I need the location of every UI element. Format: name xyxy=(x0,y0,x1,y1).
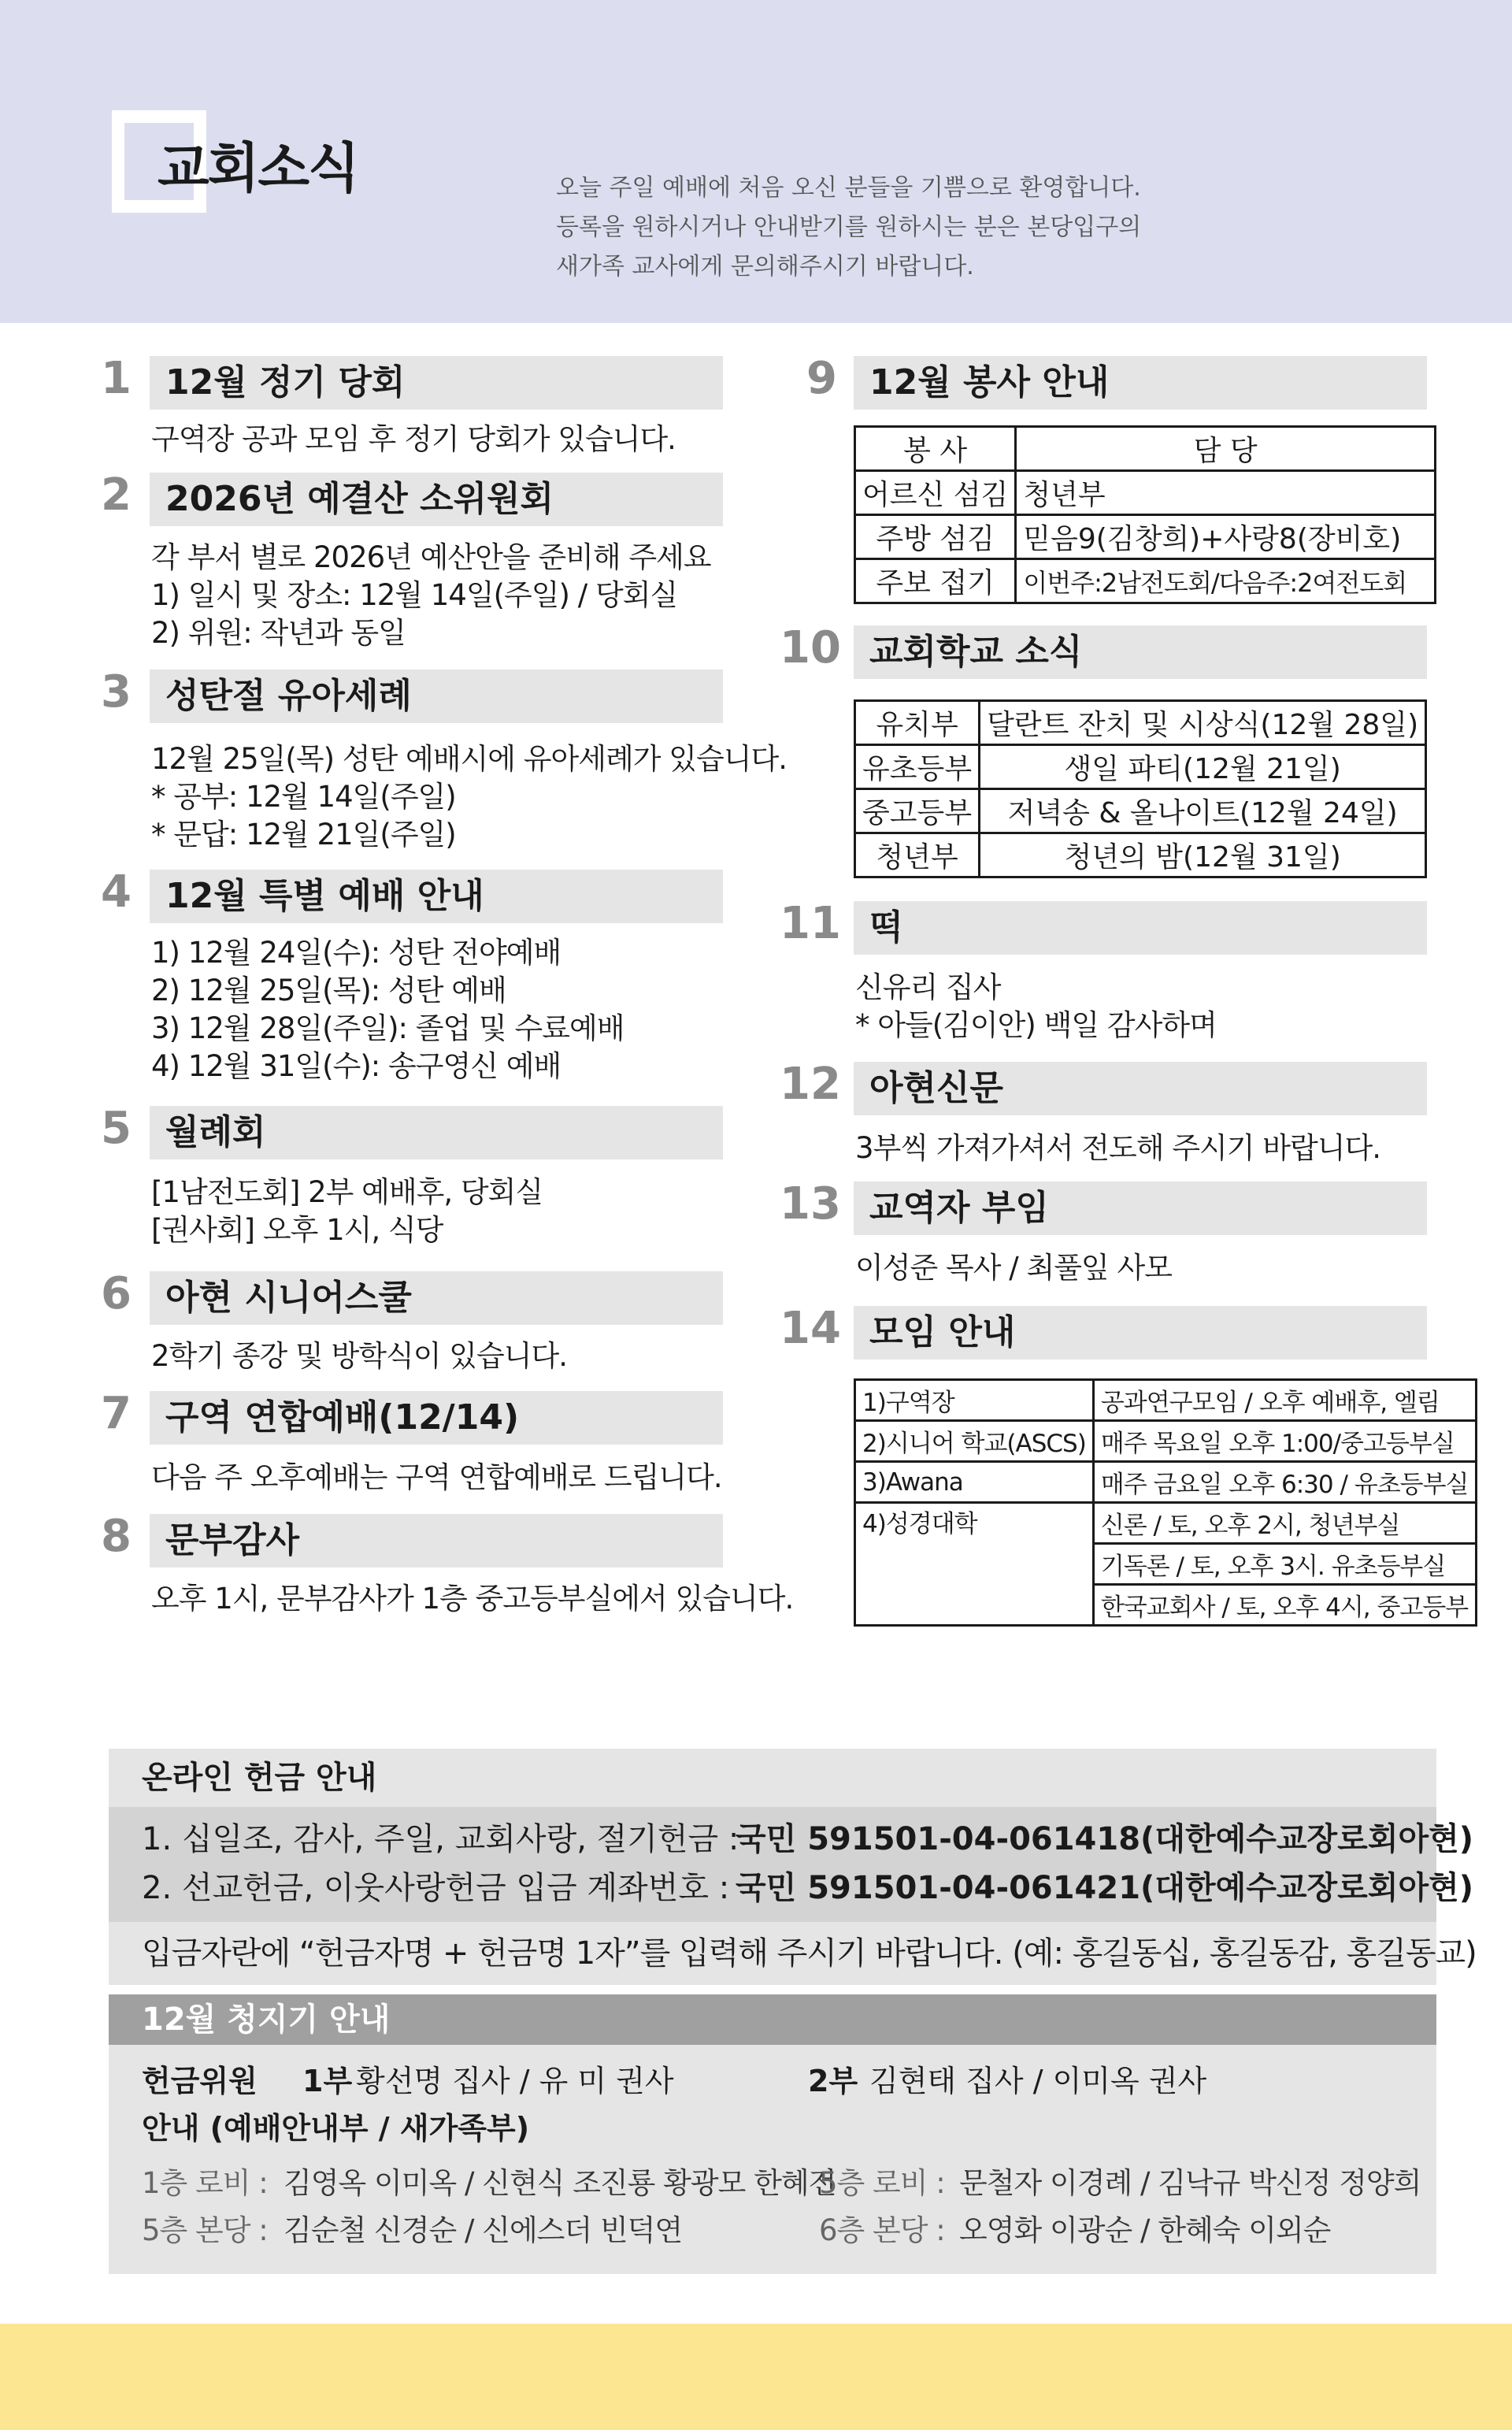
item-body xyxy=(151,421,676,458)
account-label: 2. 선교헌금, 이웃사랑헌금 입금 계좌번호 : xyxy=(142,1870,730,1906)
item-line: 구역장 공과 모임 후 정기 당회가 있습니다. xyxy=(151,422,676,456)
item-number: 8 xyxy=(101,1511,132,1562)
deposit-note: 입금자란에 “헌금자명 + 헌금명 1자”를 입력해 주시기 바랍니다. (예: 홍길동십, 홍길동감, 홍길동교) xyxy=(109,1922,1436,1985)
item-number: 7 xyxy=(101,1388,132,1439)
welcome-line: 등록을 원하시거나 안내받기를 원하시는 분은 본당입구의 xyxy=(556,213,1142,241)
item-number: 12 xyxy=(780,1059,841,1110)
item-line: [1남전도회] 2부 예배후, 당회실 xyxy=(151,1175,543,1209)
table-row xyxy=(855,515,1436,559)
item-line: 다음 주 오후예배는 구역 연합예배로 드립니다. xyxy=(151,1460,722,1494)
lobby1-names: 김영옥 이미옥 / 신현식 조진룡 황광모 한혜전 xyxy=(284,2166,836,2200)
item-title: 떡 xyxy=(854,901,1427,955)
steward-section xyxy=(109,1994,1436,2274)
item-line: * 공부: 12월 14일(주일) xyxy=(151,780,456,814)
item-line: 12월 25일(목) 성탄 예배시에 유아세례가 있습니다. xyxy=(151,742,787,776)
table-cell: 저녁송 & 올나이트(12월 24일) xyxy=(980,789,1426,833)
item-body xyxy=(151,1459,722,1497)
table-cell: 주보 접기 xyxy=(855,559,1016,603)
table-cell: 한국교회사 / 토, 오후 4시, 중고등부 xyxy=(1093,1585,1476,1626)
table-cell: 청년부 xyxy=(1016,471,1436,515)
table-row xyxy=(855,1503,1477,1544)
table-cell: 어르신 섬김 xyxy=(855,471,1016,515)
item-title: 12월 정기 당회 xyxy=(150,356,723,410)
item-number: 4 xyxy=(101,866,132,918)
table-header: 봉 사 xyxy=(855,427,1016,471)
table-cell: 신론 / 토, 오후 2시, 청년부실 xyxy=(1093,1503,1476,1544)
item-title: 12월 특별 예배 안내 xyxy=(150,870,723,923)
item-title: 성탄절 유아세례 xyxy=(150,670,723,723)
main6-label: 6층 본당 : xyxy=(819,2213,945,2247)
item-line: 1) 12월 24일(수): 성탄 전야예배 xyxy=(151,936,561,970)
table-row xyxy=(855,1421,1477,1462)
item-title: 교회학교 소식 xyxy=(854,625,1427,679)
item-line: 4) 12월 31일(수): 송구영신 예배 xyxy=(151,1049,561,1083)
table-cell: 유치부 xyxy=(855,701,980,745)
item-title: 아현신문 xyxy=(854,1062,1427,1115)
main6-names: 오영화 이광순 / 한혜숙 이외순 xyxy=(959,2213,1331,2247)
service-table xyxy=(854,425,1436,604)
school-table xyxy=(854,699,1427,878)
lobby5-names: 문철자 이경례 / 김낙규 박신정 정양희 xyxy=(959,2166,1421,2200)
table-row xyxy=(855,833,1426,877)
part2-names: 김현태 집사 / 이미옥 권사 xyxy=(869,2064,1207,2098)
item-title: 12월 봉사 안내 xyxy=(854,356,1427,410)
offering-committee-label: 헌금위원 xyxy=(142,2064,258,2098)
table-cell: 중고등부 xyxy=(855,789,980,833)
steward-title: 12월 청지기 안내 xyxy=(109,1994,1436,2045)
item-body xyxy=(151,934,624,1085)
item-title: 교역자 부임 xyxy=(854,1182,1427,1235)
item-line: [권사회] 오후 1시, 식당 xyxy=(151,1213,443,1247)
item-number: 13 xyxy=(780,1178,841,1230)
table-row xyxy=(855,745,1426,789)
main5-names: 김순철 신경순 / 신에스더 빈덕연 xyxy=(284,2213,683,2247)
item-line: * 아들(김이안) 백일 감사하며 xyxy=(855,1008,1217,1042)
account-number: 국민 591501-04-061418(대한예수교장로회아현) xyxy=(736,1821,1474,1857)
table-header: 담 당 xyxy=(1016,427,1436,471)
item-body xyxy=(855,1130,1380,1167)
header-banner xyxy=(0,0,1512,323)
lobby5-label: 5층 로비 : xyxy=(819,2166,945,2200)
welcome-line: 새가족 교사에게 문의해주시기 바랍니다. xyxy=(556,253,974,280)
guide-label: 안내 (예배안내부 / 새가족부) xyxy=(142,2111,530,2146)
table-row xyxy=(855,1462,1477,1503)
table-cell: 3)Awana xyxy=(855,1462,1094,1503)
account-number: 국민 591501-04-061421(대한예수교장로회아현) xyxy=(736,1870,1474,1906)
table-cell: 믿음9(김창희)+사랑8(장비호) xyxy=(1016,515,1436,559)
item-title: 모임 안내 xyxy=(854,1306,1427,1360)
footer-band xyxy=(0,2324,1512,2430)
main5-label: 5층 본당 : xyxy=(142,2213,268,2247)
table-row xyxy=(855,789,1426,833)
table-row xyxy=(855,1380,1477,1421)
online-offering-title: 온라인 헌금 안내 xyxy=(109,1749,1436,1807)
item-line: 오후 1시, 문부감사가 1층 중고등부실에서 있습니다. xyxy=(151,1582,794,1616)
table-cell: 청년부 xyxy=(855,833,980,877)
item-number: 3 xyxy=(101,666,132,718)
table-cell: 4)성경대학 xyxy=(855,1503,1094,1626)
welcome-message xyxy=(556,169,1141,287)
item-body xyxy=(855,969,1217,1044)
table-cell: 이번주:2남전도회/다음주:2여전도회 xyxy=(1016,559,1436,603)
item-body xyxy=(855,1249,1172,1287)
item-body xyxy=(151,1174,543,1249)
item-number: 2 xyxy=(101,469,132,521)
online-offering-section xyxy=(109,1749,1477,1985)
part1-names: 황선명 집사 / 유 미 권사 xyxy=(356,2064,674,2098)
table-cell: 유초등부 xyxy=(855,745,980,789)
item-title: 월례회 xyxy=(150,1106,723,1159)
item-number: 11 xyxy=(780,898,841,949)
item-title: 문부감사 xyxy=(150,1514,723,1567)
welcome-line: 오늘 주일 예배에 처음 오신 분들을 기쁨으로 환영합니다. xyxy=(556,174,1141,202)
item-line: * 문답: 12월 21일(주일) xyxy=(151,818,456,851)
page-title: 교회소식 xyxy=(158,138,358,200)
table-cell: 청년의 밤(12월 31일) xyxy=(980,833,1426,877)
item-title: 구역 연합예배(12/14) xyxy=(150,1391,723,1445)
item-title: 2026년 예결산 소위원회 xyxy=(150,473,723,526)
table-cell: 달란트 잔치 및 시상식(12월 28일) xyxy=(980,701,1426,745)
table-cell: 2)시니어 학교(ASCS) xyxy=(855,1421,1094,1462)
item-number: 9 xyxy=(806,353,837,404)
item-line: 이성준 목사 / 최풀잎 사모 xyxy=(855,1251,1172,1285)
item-title: 아현 시니어스쿨 xyxy=(150,1271,723,1325)
item-number: 10 xyxy=(780,622,841,673)
item-line: 3부씩 가져가셔서 전도해 주시기 바랍니다. xyxy=(855,1131,1380,1165)
account-label: 1. 십일조, 감사, 주일, 교회사랑, 절기헌금 : xyxy=(142,1821,739,1857)
table-cell: 공과연구모임 / 오후 예배후, 엘림 xyxy=(1093,1380,1476,1421)
item-line: 2학기 종강 및 방학식이 있습니다. xyxy=(151,1339,567,1373)
item-body xyxy=(151,740,787,854)
part2-label: 2부 xyxy=(808,2064,858,2098)
meeting-table xyxy=(854,1378,1477,1627)
item-number: 1 xyxy=(101,353,132,404)
part1-label: 1부 xyxy=(302,2064,353,2098)
table-row xyxy=(855,559,1436,603)
online-offering-accounts xyxy=(109,1807,1474,1922)
item-line: 신유리 집사 xyxy=(855,970,1001,1004)
item-line: 2) 위원: 작년과 동일 xyxy=(151,616,406,650)
table-cell: 매주 금요일 오후 6:30 / 유초등부실 xyxy=(1093,1462,1476,1503)
table-row xyxy=(855,471,1436,515)
table-cell: 기독론 / 토, 오후 3시. 유초등부실 xyxy=(1093,1544,1476,1585)
item-line: 각 부서 별로 2026년 예산안을 준비해 주세요 xyxy=(151,540,711,574)
table-cell: 주방 섬김 xyxy=(855,515,1016,559)
item-number: 5 xyxy=(101,1103,132,1154)
lobby1-label: 1층 로비 : xyxy=(142,2166,268,2200)
table-cell: 매주 목요일 오후 1:00/중고등부실 xyxy=(1093,1421,1476,1462)
item-body xyxy=(151,1580,793,1618)
item-number: 14 xyxy=(780,1303,841,1354)
item-line: 2) 12월 25일(목): 성탄 예배 xyxy=(151,974,506,1007)
table-cell: 생일 파티(12월 21일) xyxy=(980,745,1426,789)
item-line: 1) 일시 및 장소: 12월 14일(주일) / 당회실 xyxy=(151,578,678,612)
item-number: 6 xyxy=(101,1268,132,1319)
item-line: 3) 12월 28일(주일): 졸업 및 수료예배 xyxy=(151,1011,624,1045)
item-body xyxy=(151,539,711,652)
table-row xyxy=(855,701,1426,745)
table-cell: 1)구역장 xyxy=(855,1380,1094,1421)
item-body xyxy=(151,1337,567,1375)
